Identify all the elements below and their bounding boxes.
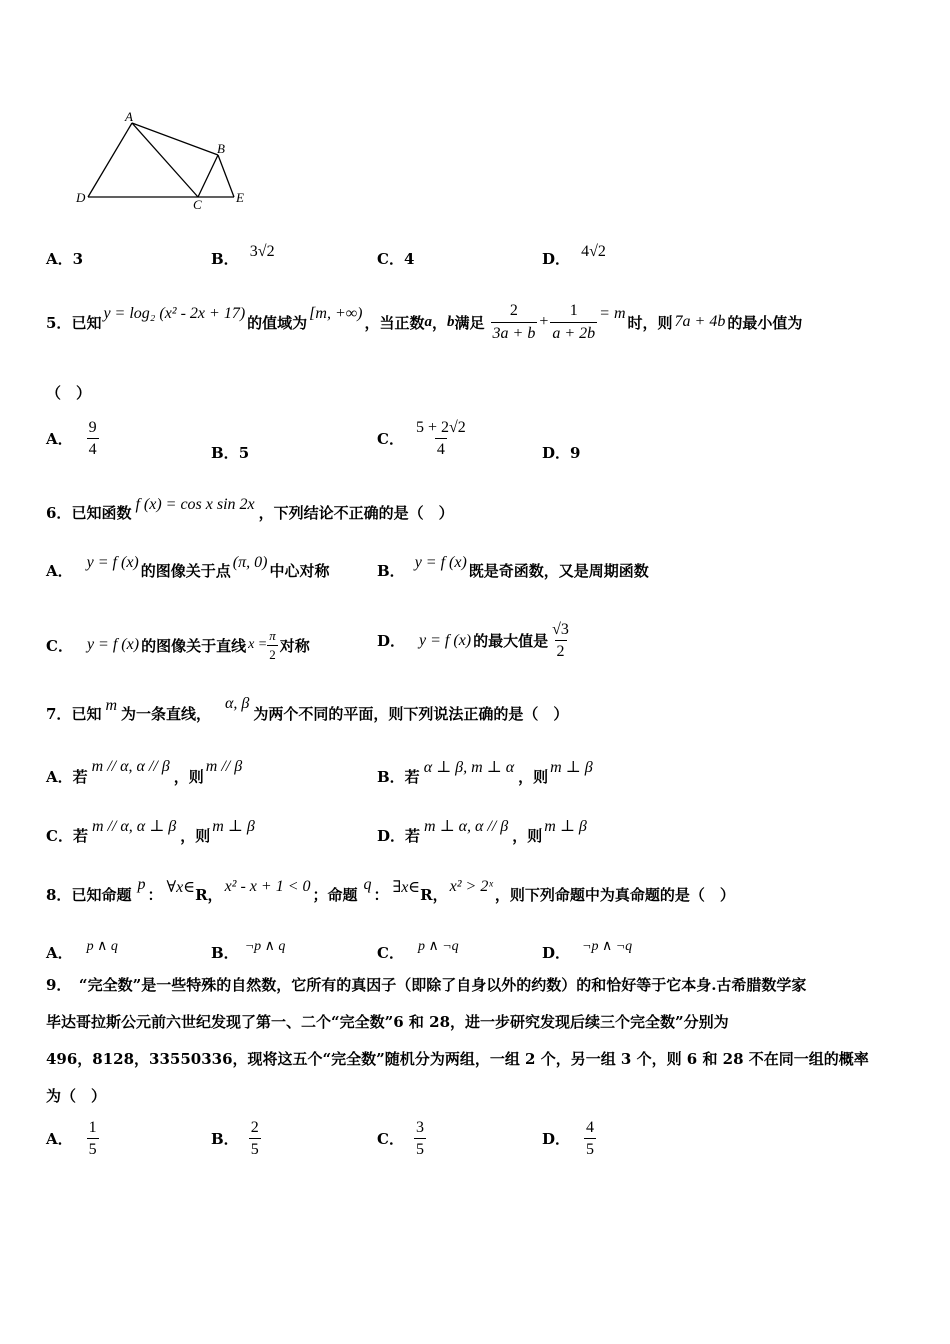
point-label-C: C (193, 197, 202, 212)
q6-option-c[interactable] (46, 628, 310, 662)
option-value: 5 (238, 444, 250, 462)
triangle-figure (70, 105, 260, 215)
fraction-denominator: a + 2b (550, 322, 597, 343)
q4-option-c[interactable] (377, 248, 414, 269)
option-fraction (414, 1118, 426, 1159)
option-label: C． (377, 430, 404, 449)
q6-stem (46, 495, 454, 523)
option-value: 4√2 (581, 243, 606, 260)
q4-option-b[interactable] (211, 240, 275, 268)
q6-text-1: 已知函数 (71, 504, 132, 522)
option-function: y = f (x) (414, 553, 467, 571)
option-fraction (249, 1118, 261, 1159)
option-label: A． (46, 562, 73, 580)
q5-fraction-2 (550, 301, 597, 342)
point-label-D: D (76, 190, 86, 205)
option-value: 3 (72, 250, 84, 268)
option-label: C． (377, 250, 404, 268)
fraction-denominator: 5 (414, 1138, 426, 1159)
fraction-denominator: 5 (584, 1138, 596, 1159)
option-fraction (87, 1118, 99, 1159)
option-then: ，则 (512, 827, 543, 845)
q5-var-a: a (424, 313, 432, 330)
q7-option-c[interactable] (46, 817, 255, 846)
q7-text-1: 已知 (71, 705, 102, 723)
option-label: D． (542, 944, 571, 962)
q9-option-c[interactable] (377, 1118, 426, 1159)
q8-forall: ∀x∈ (166, 878, 196, 896)
option-label: C． (46, 636, 73, 655)
option-then: ，则 (173, 768, 204, 786)
q5-text-6: 的最小值为 (727, 313, 803, 332)
q5-text-2: 的值域为 (247, 313, 308, 332)
q8-var-p: p (137, 875, 146, 893)
option-label: B． (211, 250, 239, 268)
option-label: D． (542, 1130, 571, 1149)
q7-planes: α, β (225, 694, 250, 712)
fraction-denominator: 2 (269, 646, 276, 662)
q8-comma-1: ， (207, 886, 223, 904)
option-value: p ∧ q (86, 939, 118, 954)
q8-stem (46, 875, 735, 905)
option-label: D． (542, 444, 571, 462)
option-fraction (414, 418, 468, 459)
q5-option-a[interactable] (46, 418, 99, 459)
q4-option-d[interactable] (542, 240, 606, 268)
fraction-numerator: 3 (415, 1119, 424, 1136)
point-label-E: E (236, 190, 244, 205)
fraction-numerator: π (269, 628, 276, 643)
option-fraction (550, 620, 571, 661)
q5-text-4: 满足 (454, 313, 485, 332)
q5-range: [m, +∞) (309, 305, 363, 322)
option-label: A． (46, 1130, 73, 1149)
option-text-1: 既是奇函数，又是周期函数 (468, 562, 649, 580)
option-function: y = f (x) (419, 631, 472, 649)
option-then: ，则 (180, 827, 211, 845)
q7-option-a[interactable] (46, 757, 243, 787)
question-number: 5． (46, 313, 72, 332)
fraction-numerator: 4 (586, 1119, 595, 1136)
q8-option-d[interactable] (542, 936, 633, 962)
option-result: m ⊥ β (544, 817, 587, 835)
q5-comma: ， (431, 313, 447, 332)
fraction-denominator: 4 (87, 438, 99, 459)
option-value: p ∧ ¬q (417, 939, 459, 954)
option-value: 3√2 (249, 243, 275, 260)
option-value: 4 (403, 250, 415, 268)
question-number: 6． (46, 504, 72, 522)
option-text-1: 的图像关于直线 (141, 636, 247, 655)
q8-text-3: ，则下列命题中为真命题的是（ ） (494, 886, 735, 904)
fraction-numerator: 1 (569, 302, 578, 320)
q5-text-3: ，当正数 (364, 313, 425, 332)
q8-comma-2: ， (432, 886, 448, 904)
option-condition: m ⊥ α, α // β (424, 817, 509, 835)
q7-var-m: m (105, 696, 118, 714)
q5-stem (46, 292, 802, 352)
option-result: m ⊥ β (212, 817, 255, 835)
option-value: ¬p ∧ ¬q (582, 939, 633, 954)
option-condition: m // α, α // β (91, 757, 170, 775)
option-condition: m // α, α ⊥ β (91, 817, 177, 835)
option-label: A．若 (46, 768, 88, 786)
option-text-1: 的最大值是 (473, 632, 549, 651)
q5-option-c[interactable] (377, 418, 468, 459)
q5-plus: + (539, 313, 549, 330)
option-label: A． (46, 430, 73, 449)
q5-answer-paren: （ ） (46, 384, 92, 402)
option-text-2: 中心对称 (269, 562, 330, 580)
q9-line-2: 毕达哥拉斯公元前六世纪发现了第一、二个“完全数”6 和 28，进一步研究发现后续三个完全数”分别为 (46, 1013, 729, 1031)
q5-fraction-1 (491, 301, 538, 342)
option-label: B． (211, 444, 239, 462)
point-label-A: A (125, 109, 133, 124)
q8-R-2: R (420, 885, 433, 904)
option-result: m // β (205, 757, 243, 775)
q6-option-a[interactable] (46, 553, 330, 581)
q5-option-b[interactable] (211, 442, 249, 463)
segment-BC (198, 155, 218, 197)
segment-AC (132, 123, 198, 197)
q8-inequality-2: x² > 2ˣ (449, 877, 493, 895)
q6-option-b[interactable] (377, 553, 649, 581)
option-label: C． (377, 944, 404, 962)
q9-option-d[interactable] (542, 1118, 596, 1159)
option-text-1: 的图像关于点 (140, 562, 231, 580)
q8-text-2: ；命题 (312, 886, 358, 904)
q8-option-a[interactable] (46, 936, 118, 962)
q5-option-d[interactable] (542, 442, 580, 463)
option-fraction (267, 628, 278, 662)
point-label-B: B (217, 141, 225, 156)
q5-text-5: 时，则 (627, 313, 673, 332)
q5-text-1: 已知 (71, 313, 102, 332)
option-value: 9 (570, 444, 581, 462)
option-label: A． (46, 250, 73, 268)
q8-R-1: R (195, 885, 208, 904)
q9-line-3: 496，8128，33550336，现将这五个“完全数”随机分为两组，一组 2 个，另一组 3 个，则 6 和 28 不在同一组的概率 (46, 1050, 869, 1068)
q8-text-1: 已知命题 (71, 886, 132, 904)
fraction-denominator: 4 (435, 438, 447, 459)
q6-option-d[interactable] (377, 620, 571, 661)
q6-text-2: ，下列结论不正确的是（ ） (258, 504, 454, 522)
fraction-numerator: 1 (88, 1119, 97, 1136)
q8-option-b[interactable] (211, 936, 286, 962)
q7-stem (46, 694, 569, 724)
q7-option-d[interactable] (377, 817, 587, 846)
fraction-denominator: 5 (249, 1138, 261, 1159)
option-label: C． (377, 1130, 404, 1149)
q4-option-a[interactable] (46, 248, 83, 269)
option-result: m ⊥ β (550, 758, 593, 776)
option-condition: α ⊥ β, m ⊥ α (423, 758, 515, 776)
question-number: 8． (46, 886, 72, 904)
q6-function: f (x) = cos x sin 2x (135, 495, 255, 513)
q9-line-4: 为（ ） (46, 1087, 107, 1105)
q9-option-a[interactable] (46, 1118, 99, 1159)
option-point: (π, 0) (232, 553, 268, 571)
q5-expression: 7a + 4b (674, 313, 726, 330)
option-function: y = f (x) (86, 553, 139, 571)
fraction-numerator: √3 (552, 621, 569, 638)
q8-inequality-1: x² - x + 1 < 0 (224, 877, 311, 895)
q8-var-q: q (363, 875, 372, 893)
q8-colon-2: ： (373, 886, 389, 904)
q7-text-2: 为一条直线， (121, 705, 212, 723)
fraction-numerator: 5 + 2√2 (415, 419, 466, 436)
option-label: A． (46, 944, 73, 962)
q8-exists: ∃x∈ (392, 878, 421, 896)
option-label: D． (377, 632, 406, 651)
option-label: D．若 (377, 827, 421, 845)
option-value: ¬p ∧ q (244, 939, 286, 954)
option-then: ，则 (518, 768, 549, 786)
segment-AD (88, 123, 132, 197)
option-function: y = f (x) (86, 636, 140, 654)
fraction-numerator: 2 (250, 1119, 259, 1136)
q7-text-3: 为两个不同的平面，则下列说法正确的是（ ） (253, 705, 569, 723)
segment-BE (218, 155, 234, 197)
q5-var-b: b (447, 313, 455, 330)
q8-option-c[interactable] (377, 936, 459, 962)
q5-equals-m: = m (599, 305, 626, 322)
segment-AB (132, 123, 218, 155)
fraction-numerator: 9 (88, 419, 97, 436)
fraction-numerator: 2 (509, 302, 518, 320)
q7-option-b[interactable] (377, 758, 593, 787)
option-x-equals: x = (248, 637, 268, 653)
option-label: B． (377, 562, 405, 580)
q5-function: y = log₂ (x² - 2x + 17) (103, 305, 246, 322)
q8-colon-1: ： (147, 886, 163, 904)
q9-option-b[interactable] (211, 1118, 261, 1159)
question-number: 7． (46, 705, 72, 723)
option-label: B． (211, 944, 239, 962)
fraction-denominator: 2 (555, 640, 567, 661)
option-label: D． (542, 250, 571, 268)
fraction-denominator: 5 (87, 1138, 99, 1159)
option-text-2: 对称 (279, 636, 310, 655)
option-label: B．若 (377, 768, 420, 786)
fraction-denominator: 3a + b (491, 322, 538, 343)
q9-line-1: 9． “完全数”是一些特殊的自然数，它所有的真因子（即除了自身以外的约数）的和恰好等于它本身.古希腊数学家 (46, 976, 807, 994)
option-label: C．若 (46, 827, 88, 845)
option-label: B． (211, 1130, 239, 1149)
option-fraction (584, 1118, 596, 1159)
option-fraction (87, 418, 99, 459)
